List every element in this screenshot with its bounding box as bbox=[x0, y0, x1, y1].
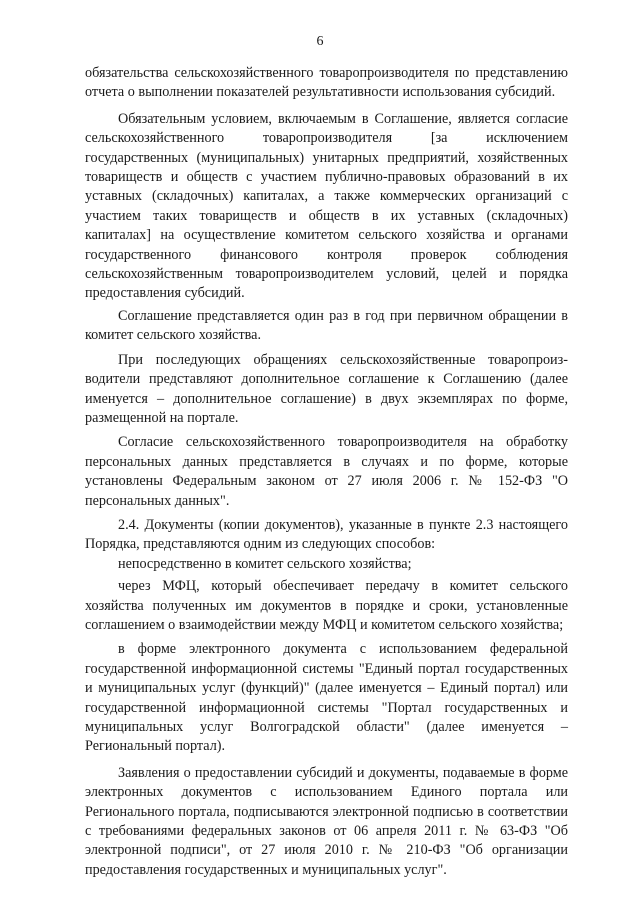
paragraph-section-2-4: 2.4. Документы (копии документов), указанные в пункте 2.3 настоящего Порядка, представляются одним из следующих способов: bbox=[85, 516, 568, 553]
paragraph-additional-agreement: При последующих обращениях сельскохозяйственные товаропроизводители представляют дополнительное соглашение к Соглашению (далее именуется – дополнительное соглашение) в двух экземплярах по форме, размещенной на портале. bbox=[85, 351, 568, 426]
document-body bbox=[85, 64, 568, 880]
paragraph-directly-to-committee: непосредственно в комитет сельского хозяйства; bbox=[118, 555, 412, 572]
paragraph-via-mfc: через МФЦ, который обеспечивает передачу в комитет сельского хозяйства полученных им документов в порядке и сроки, установленные соглашением о взаимодействии между МФЦ и комитетом сельского хозяйства; bbox=[85, 578, 568, 633]
paragraph-obligations-report: обязательства сельскохозяйственного товаропроизводителя по представлению отчета о выполнении показателей результативности использования субсидий. bbox=[85, 65, 568, 101]
paragraph-electronic-document: в форме электронного документа с использованием федеральной государственной информационной системы "Единый портал государственных и муниципальных услуг (функций)" (далее именуется – Единый портал) или государственной информационной системы "Портал государственных и муниципальных услуг Волгоградской области" (далее именуется – Региональный портал). bbox=[85, 641, 568, 755]
paragraph-agreement-once-a-year: Соглашение представляется один раз в год при первичном обращении в комитет сельского хозяйства. bbox=[85, 307, 568, 344]
paragraph-personal-data-consent: Согласие сельскохозяйственного товаропроизводителя на обработку персональных данных представляется в случаях и по форме, которые установлены Федеральным законом от 27 июля 2006 г. № 152-ФЗ "О персональных данных". bbox=[85, 434, 568, 509]
paragraph-consent-inspections: Обязательным условием, включаемым в Соглашение, является согласие сельскохозяйственного товаропроизводителя [за исключением государственных (муниципальных) унитарных предприятий, хозяйственных товариществ и обществ с участием публично-правовых образований в их уставных (складочных) капиталах, а также коммерческих организаций с участием таких товариществ и обществ в их уставных (складочных) капиталах] на осуществление комитетом сельского хозяйства и органами государственного финансового контроля проверок соблюдения сельскохозяйственным товаропроизводителем условий, целей и порядка предоставления субсидий. bbox=[85, 110, 568, 302]
page-number: 6 bbox=[316, 34, 324, 49]
paragraph-electronic-signature: Заявления о предоставлении субсидий и документы, подаваемые в форме электронных документов с использованием Единого портала или Регионального портала, подписываются электронной подписью в соответствии с требованиями федеральных законов от 06 апреля 2011 г. № 63-ФЗ "Об электронной подписи", от 27 июля 2010 г. № 210-ФЗ "Об организации предоставления государственных и муниципальных услуг". bbox=[85, 764, 568, 878]
